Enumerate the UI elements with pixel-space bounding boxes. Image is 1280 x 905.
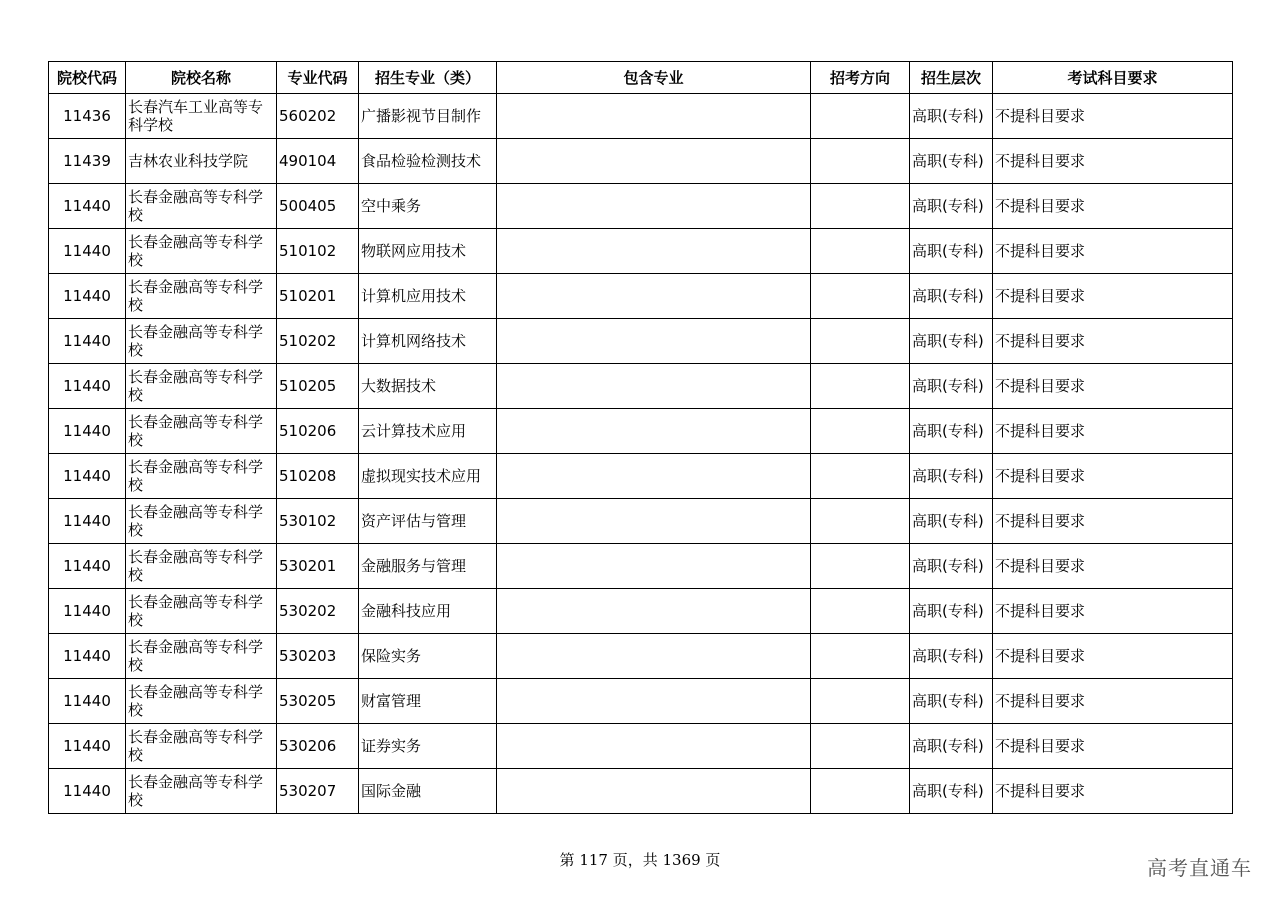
cell-school-name: 长春金融高等专科学校 [126,499,277,544]
cell-major: 广播影视节目制作 [359,94,497,139]
cell-school-name: 长春金融高等专科学校 [126,319,277,364]
cell-school-code: 11440 [49,634,126,679]
cell-requirement: 不提科目要求 [993,364,1233,409]
watermark-logo-text: 高考直通车 [1147,856,1252,880]
cell-major-code: 530207 [277,769,359,814]
cell-major-code: 530102 [277,499,359,544]
table-row [49,274,1233,319]
cell-school-name: 长春金融高等专科学校 [126,454,277,499]
table-row [49,454,1233,499]
cell-requirement: 不提科目要求 [993,589,1233,634]
cell-school-name: 长春金融高等专科学校 [126,544,277,589]
cell-level: 高职(专科) [910,544,993,589]
cell-level: 高职(专科) [910,499,993,544]
cell-direction [811,544,910,589]
cell-school-code: 11440 [49,229,126,274]
table-header-row [49,62,1233,94]
cell-requirement: 不提科目要求 [993,724,1233,769]
cell-direction [811,364,910,409]
cell-major-code: 500405 [277,184,359,229]
cell-major: 空中乘务 [359,184,497,229]
cell-requirement: 不提科目要求 [993,139,1233,184]
cell-level: 高职(专科) [910,274,993,319]
table-row [49,409,1233,454]
table-row [49,769,1233,814]
cell-school-code: 11440 [49,724,126,769]
cell-level: 高职(专科) [910,769,993,814]
cell-level: 高职(专科) [910,139,993,184]
cell-school-code: 11440 [49,589,126,634]
cell-major-code: 560202 [277,94,359,139]
header-major-code: 专业代码 [277,62,359,94]
cell-major-code: 530206 [277,724,359,769]
cell-direction [811,634,910,679]
table-body [49,94,1233,814]
cell-major-code: 510102 [277,229,359,274]
cell-school-name: 长春金融高等专科学校 [126,274,277,319]
cell-major-code: 530205 [277,679,359,724]
cell-level: 高职(专科) [910,319,993,364]
cell-direction [811,589,910,634]
cell-school-code: 11440 [49,454,126,499]
cell-included-majors [497,499,811,544]
cell-school-code: 11439 [49,139,126,184]
cell-school-name: 长春金融高等专科学校 [126,679,277,724]
table-row [49,544,1233,589]
cell-requirement: 不提科目要求 [993,679,1233,724]
cell-included-majors [497,229,811,274]
cell-school-code: 11440 [49,274,126,319]
cell-included-majors [497,769,811,814]
cell-school-code: 11436 [49,94,126,139]
cell-requirement: 不提科目要求 [993,499,1233,544]
cell-major: 保险实务 [359,634,497,679]
cell-major: 财富管理 [359,679,497,724]
cell-included-majors [497,94,811,139]
header-school-code: 院校代码 [49,62,126,94]
cell-included-majors [497,544,811,589]
cell-school-name: 长春金融高等专科学校 [126,724,277,769]
cell-major-code: 510205 [277,364,359,409]
cell-requirement: 不提科目要求 [993,184,1233,229]
table-row [49,364,1233,409]
header-included-majors: 包含专业 [497,62,811,94]
cell-requirement: 不提科目要求 [993,409,1233,454]
cell-major: 计算机网络技术 [359,319,497,364]
header-major: 招生专业（类） [359,62,497,94]
cell-level: 高职(专科) [910,454,993,499]
table-row [49,229,1233,274]
cell-school-code: 11440 [49,364,126,409]
cell-level: 高职(专科) [910,679,993,724]
cell-major: 大数据技术 [359,364,497,409]
cell-direction [811,409,910,454]
cell-major-code: 490104 [277,139,359,184]
cell-requirement: 不提科目要求 [993,319,1233,364]
cell-included-majors [497,319,811,364]
header-school-name: 院校名称 [126,62,277,94]
cell-major: 物联网应用技术 [359,229,497,274]
cell-requirement: 不提科目要求 [993,94,1233,139]
cell-included-majors [497,589,811,634]
cell-requirement: 不提科目要求 [993,454,1233,499]
cell-direction [811,319,910,364]
table-row [49,679,1233,724]
cell-direction [811,229,910,274]
cell-included-majors [497,184,811,229]
cell-major: 金融科技应用 [359,589,497,634]
cell-major-code: 510208 [277,454,359,499]
cell-included-majors [497,139,811,184]
cell-school-name: 长春汽车工业高等专科学校 [126,94,277,139]
cell-direction [811,724,910,769]
cell-school-name: 长春金融高等专科学校 [126,409,277,454]
cell-included-majors [497,634,811,679]
cell-level: 高职(专科) [910,229,993,274]
table-row [49,634,1233,679]
cell-major-code: 510206 [277,409,359,454]
cell-direction [811,454,910,499]
header-direction: 招考方向 [811,62,910,94]
cell-school-code: 11440 [49,184,126,229]
cell-included-majors [497,724,811,769]
cell-requirement: 不提科目要求 [993,769,1233,814]
cell-school-code: 11440 [49,544,126,589]
cell-school-name: 长春金融高等专科学校 [126,229,277,274]
cell-level: 高职(专科) [910,184,993,229]
cell-school-name: 长春金融高等专科学校 [126,364,277,409]
cell-direction [811,679,910,724]
cell-major: 证券实务 [359,724,497,769]
header-level: 招生层次 [910,62,993,94]
cell-direction [811,139,910,184]
cell-requirement: 不提科目要求 [993,544,1233,589]
cell-level: 高职(专科) [910,94,993,139]
cell-school-code: 11440 [49,769,126,814]
cell-school-name: 吉林农业科技学院 [126,139,277,184]
cell-major: 虚拟现实技术应用 [359,454,497,499]
cell-requirement: 不提科目要求 [993,229,1233,274]
table-row [49,184,1233,229]
cell-level: 高职(专科) [910,364,993,409]
cell-major-code: 530202 [277,589,359,634]
cell-school-code: 11440 [49,409,126,454]
cell-level: 高职(专科) [910,634,993,679]
cell-school-name: 长春金融高等专科学校 [126,769,277,814]
cell-school-code: 11440 [49,679,126,724]
cell-direction [811,499,910,544]
table-row [49,589,1233,634]
cell-school-name: 长春金融高等专科学校 [126,589,277,634]
cell-major-code: 510202 [277,319,359,364]
cell-direction [811,94,910,139]
cell-direction [811,274,910,319]
cell-level: 高职(专科) [910,724,993,769]
cell-included-majors [497,274,811,319]
admissions-table [48,61,1233,814]
cell-school-name: 长春金融高等专科学校 [126,634,277,679]
cell-major: 资产评估与管理 [359,499,497,544]
table-row [49,499,1233,544]
cell-included-majors [497,409,811,454]
header-requirement: 考试科目要求 [993,62,1233,94]
table-row [49,139,1233,184]
cell-school-code: 11440 [49,499,126,544]
cell-level: 高职(专科) [910,589,993,634]
cell-major: 国际金融 [359,769,497,814]
table-row [49,724,1233,769]
cell-major-code: 530201 [277,544,359,589]
table-row [49,94,1233,139]
cell-level: 高职(专科) [910,409,993,454]
cell-included-majors [497,454,811,499]
cell-included-majors [497,679,811,724]
cell-major: 金融服务与管理 [359,544,497,589]
cell-major-code: 530203 [277,634,359,679]
cell-requirement: 不提科目要求 [993,274,1233,319]
cell-major: 计算机应用技术 [359,274,497,319]
page-number: 第 117 页，共 1369 页 [559,851,721,869]
cell-included-majors [497,364,811,409]
cell-requirement: 不提科目要求 [993,634,1233,679]
cell-major: 云计算技术应用 [359,409,497,454]
cell-school-name: 长春金融高等专科学校 [126,184,277,229]
cell-major-code: 510201 [277,274,359,319]
cell-direction [811,184,910,229]
cell-direction [811,769,910,814]
cell-school-code: 11440 [49,319,126,364]
cell-major: 食品检验检测技术 [359,139,497,184]
table-row [49,319,1233,364]
